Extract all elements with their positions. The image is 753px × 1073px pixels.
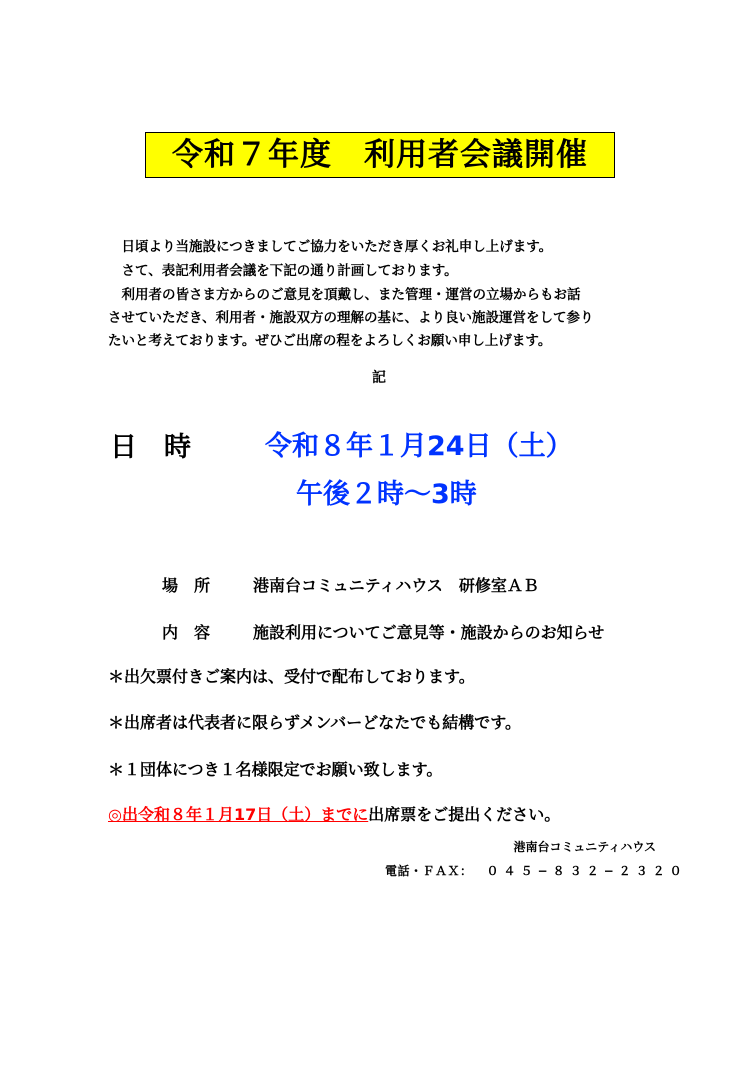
- note-2: ＊出席者は代表者に限らずメンバーどなたでも結構です。: [108, 713, 521, 732]
- deadline-line: [108, 802, 560, 825]
- contact-label: 電話・ＦＡＸ：: [385, 864, 473, 878]
- meeting-date: 令和８年１月24日（土）: [265, 431, 573, 462]
- deadline-text: 出席票をご提出ください。: [368, 805, 561, 824]
- place-label: 場 所: [162, 576, 211, 595]
- intro-line-4: させていただき、利用者・施設双方の理解の基に、より良い施設運営をして参り: [108, 310, 594, 326]
- intro-line-3: 利用者の皆さま方からのご意見を頂戴し、また管理・運営の立場からもお話: [108, 287, 581, 303]
- organization-name: 港南台コミュニティハウス: [513, 840, 656, 854]
- page-title: 令和７年度 利用者会議開催: [145, 132, 615, 178]
- datetime-label: 日 時: [110, 432, 191, 463]
- intro-line-5: たいと考えております。ぜひご出席の程をよろしくお願い申し上げます。: [108, 333, 552, 349]
- note-3: ＊１団体につき１名様限定でお願い致します。: [108, 760, 443, 779]
- intro-line-1: 日頃より当施設につきましてご協力をいただき厚くお礼申し上げます。: [108, 239, 553, 255]
- place-value: 港南台コミュニティハウス 研修室ＡＢ: [253, 576, 539, 595]
- contact-number: ０４５−８３２−２３２０: [486, 864, 687, 878]
- note-1: ＊出欠票付きご案内は、受付で配布しております。: [108, 667, 475, 686]
- intro-line-2: さて、表記利用者会議を下記の通り計画しております。: [108, 263, 458, 279]
- contact-line: [385, 862, 687, 879]
- meeting-time: 午後２時〜3時: [296, 479, 477, 510]
- deadline-date: ◎出令和８年１月17日（土）までに: [108, 805, 369, 824]
- ki-mark: 記: [372, 370, 386, 386]
- content-value: 施設利用についてご意見等・施設からのお知らせ: [253, 623, 605, 642]
- content-label: 内 容: [162, 623, 211, 642]
